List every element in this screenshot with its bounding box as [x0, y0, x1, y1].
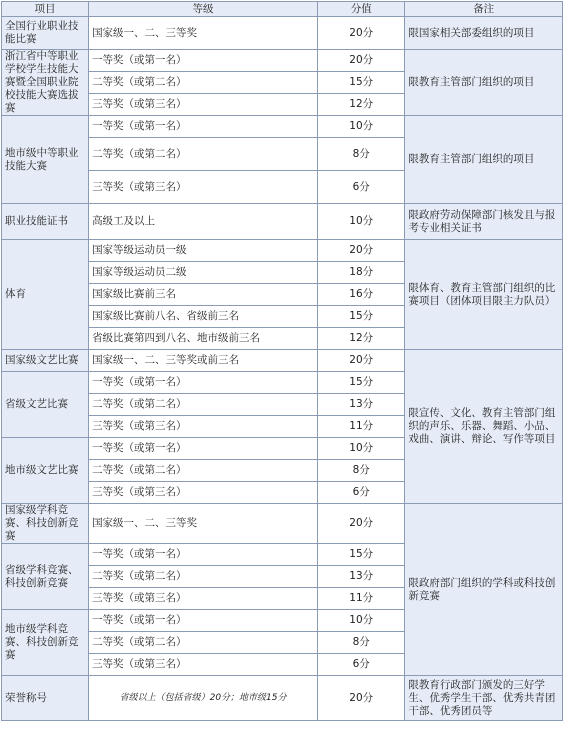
level-cell: 一等奖（或第一名） [89, 438, 318, 460]
level-cell: 高级工及以上 [89, 204, 318, 240]
table-row [2, 240, 563, 262]
note-cell: 限政府部门组织的学科或科技创新竞赛 [405, 504, 563, 676]
level-cell: 一等奖（或第一名） [89, 372, 318, 394]
note-cell: 限政府劳动保障部门核发且与报考专业相关证书 [405, 204, 563, 240]
score-cell: 20分 [318, 240, 405, 262]
note-cell: 限国家相关部委组织的项目 [405, 17, 563, 50]
header-item: 项目 [2, 2, 89, 17]
level-cell: 国家级一、二、三等奖 [89, 17, 318, 50]
level-cell: 一等奖（或第一名） [89, 544, 318, 566]
item-cell: 全国行业职业技能比赛 [2, 17, 89, 50]
header-row [2, 2, 563, 17]
level-cell: 二等奖（或第二名） [89, 460, 318, 482]
level-cell: 国家等级运动员一级 [89, 240, 318, 262]
score-cell: 20分 [318, 504, 405, 544]
score-cell: 13分 [318, 394, 405, 416]
level-cell: 一等奖（或第一名） [89, 50, 318, 72]
level-cell: 二等奖（或第二名） [89, 394, 318, 416]
table-row [2, 204, 563, 240]
score-cell: 8分 [318, 632, 405, 654]
level-cell: 二等奖（或第二名） [89, 632, 318, 654]
item-cell: 浙江省中等职业学校学生技能大赛暨全国职业院校技能大赛选拔赛 [2, 50, 89, 116]
level-cell: 三等奖（或第三名） [89, 654, 318, 676]
score-cell: 10分 [318, 204, 405, 240]
score-cell: 6分 [318, 482, 405, 504]
score-cell: 11分 [318, 588, 405, 610]
level-cell: 国家级一、二、三等奖或前三名 [89, 350, 318, 372]
score-cell: 6分 [318, 171, 405, 204]
item-cell: 省级文艺比赛 [2, 372, 89, 438]
level-cell: 一等奖（或第一名） [89, 610, 318, 632]
note-cell: 限体育、教育主管部门组织的比赛项目（团体项目限主力队员） [405, 240, 563, 350]
note-cell: 限教育主管部门组织的项目 [405, 116, 563, 204]
table-row [2, 676, 563, 721]
score-cell: 13分 [318, 566, 405, 588]
level-cell: 三等奖（或第三名） [89, 94, 318, 116]
item-cell: 国家级文艺比赛 [2, 350, 89, 372]
table-row [2, 116, 563, 138]
level-cell: 国家级比赛前八名、省级前三名 [89, 306, 318, 328]
scoring-table [1, 1, 563, 721]
table-row [2, 504, 563, 544]
header-note: 备注 [405, 2, 563, 17]
level-cell: 国家级比赛前三名 [89, 284, 318, 306]
score-cell: 6分 [318, 654, 405, 676]
item-cell: 国家级学科竞赛、科技创新竞赛 [2, 504, 89, 544]
level-cell: 三等奖（或第三名） [89, 416, 318, 438]
score-cell: 11分 [318, 416, 405, 438]
score-cell: 10分 [318, 610, 405, 632]
level-cell: 省级以上（包括省级）20分；地市级15分 [89, 676, 318, 721]
score-cell: 15分 [318, 544, 405, 566]
level-cell: 二等奖（或第二名） [89, 72, 318, 94]
item-cell: 地市级中等职业技能大赛 [2, 116, 89, 204]
level-cell: 三等奖（或第三名） [89, 588, 318, 610]
score-cell: 8分 [318, 138, 405, 171]
table-row [2, 50, 563, 72]
score-cell: 15分 [318, 306, 405, 328]
note-cell: 限宣传、文化、教育主管部门组织的声乐、乐器、舞蹈、小品、戏曲、演讲、辩论、写作等项目 [405, 350, 563, 504]
score-cell: 20分 [318, 50, 405, 72]
level-cell: 国家级一、二、三等奖 [89, 504, 318, 544]
item-cell: 职业技能证书 [2, 204, 89, 240]
level-cell: 二等奖（或第二名） [89, 138, 318, 171]
score-cell: 20分 [318, 17, 405, 50]
note-cell: 限教育行政部门颁发的三好学生、优秀学生干部、优秀共青团干部、优秀团员等 [405, 676, 563, 721]
header-level: 等级 [89, 2, 318, 17]
table-row [2, 17, 563, 50]
level-cell: 一等奖（或第一名） [89, 116, 318, 138]
score-cell: 16分 [318, 284, 405, 306]
level-cell: 二等奖（或第二名） [89, 566, 318, 588]
header-score: 分值 [318, 2, 405, 17]
score-cell: 20分 [318, 676, 405, 721]
score-cell: 12分 [318, 94, 405, 116]
score-cell: 12分 [318, 328, 405, 350]
level-cell: 省级比赛第四到八名、地市级前三名 [89, 328, 318, 350]
item-cell: 体育 [2, 240, 89, 350]
table-row [2, 350, 563, 372]
score-cell: 18分 [318, 262, 405, 284]
level-cell: 国家等级运动员二级 [89, 262, 318, 284]
score-cell: 8分 [318, 460, 405, 482]
note-cell: 限教育主管部门组织的项目 [405, 50, 563, 116]
level-cell: 三等奖（或第三名） [89, 482, 318, 504]
score-cell: 15分 [318, 72, 405, 94]
score-cell: 20分 [318, 350, 405, 372]
score-cell: 10分 [318, 438, 405, 460]
score-cell: 15分 [318, 372, 405, 394]
item-cell: 荣誉称号 [2, 676, 89, 721]
item-cell: 地市级文艺比赛 [2, 438, 89, 504]
level-cell: 三等奖（或第三名） [89, 171, 318, 204]
item-cell: 地市级学科竞赛、科技创新竞赛 [2, 610, 89, 676]
item-cell: 省级学科竞赛、科技创新竞赛 [2, 544, 89, 610]
score-cell: 10分 [318, 116, 405, 138]
